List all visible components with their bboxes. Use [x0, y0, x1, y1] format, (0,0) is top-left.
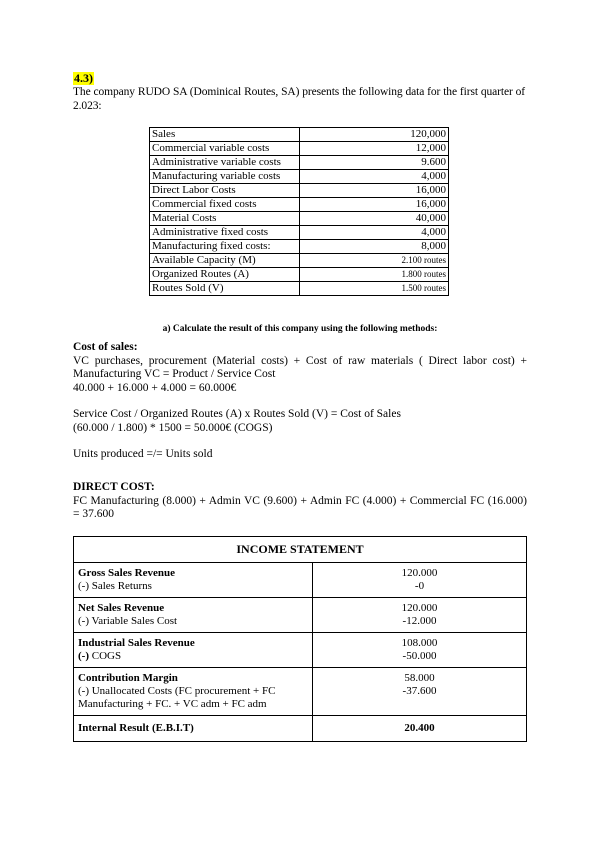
variable-sales-cost-label: (-) Variable Sales Cost: [78, 615, 178, 627]
table-row: [150, 282, 449, 296]
direct-cost-section: [73, 481, 527, 522]
cogs-text: COGS: [91, 650, 122, 662]
table-cell-label: Administrative fixed costs: [150, 226, 300, 240]
cost-of-sales-line3: Service Cost / Organized Routes (A) x Routes Sold (V) = Cost of Sales: [73, 408, 401, 420]
table-row: [74, 633, 527, 668]
table-cell-value: 1.800 routes: [300, 268, 449, 282]
unallocated-costs-value: -37.600: [402, 685, 437, 697]
table-row: [74, 563, 527, 598]
table-cell-value: 4,000: [300, 170, 449, 184]
table-cell-label: Commercial variable costs: [150, 142, 300, 156]
table-row: [150, 184, 449, 198]
table-row: [150, 240, 449, 254]
table-row: [150, 198, 449, 212]
table-cell-value: 12,000: [300, 142, 449, 156]
cogs-value: -50.000: [402, 650, 437, 662]
net-sales-revenue-label: Net Sales Revenue: [78, 602, 165, 614]
table-row: [150, 128, 449, 142]
internal-result-label: Internal Result (E.B.I.T): [78, 722, 194, 734]
variable-sales-cost-value: -12.000: [402, 615, 437, 627]
table-row: [74, 716, 527, 742]
table-row: [74, 668, 527, 716]
direct-cost-title: DIRECT COST:: [73, 481, 155, 493]
table-cell-value: 2.100 routes: [300, 254, 449, 268]
gross-sales-revenue-value: 120.000: [401, 567, 438, 579]
table-cell-value: 16,000: [300, 198, 449, 212]
gross-sales-revenue-label: Gross Sales Revenue: [78, 567, 175, 579]
industrial-sales-revenue-value: 108.000: [401, 637, 438, 649]
table-cell-label: Commercial fixed costs: [150, 198, 300, 212]
table-row: [150, 170, 449, 184]
table-cell-label: Material Costs: [150, 212, 300, 226]
cost-of-sales-section: [73, 341, 527, 462]
cost-of-sales-title: Cost of sales:: [73, 341, 138, 353]
cogs-prefix: (-): [78, 650, 89, 662]
cost-of-sales-line1: VC purchases, procurement (Material costs) + Cost of raw materials ( Direct labor cost) + Manufacturing VC = Product / Service Cost: [73, 354, 527, 380]
table-cell-value: 4,000: [300, 226, 449, 240]
unallocated-costs-label: (-) Unallocated Costs (FC procurement + FC Manufacturing + FC. + VC adm + FC adm: [78, 685, 276, 710]
data-table: [149, 127, 449, 296]
sales-returns-value: -0: [414, 580, 425, 592]
sales-returns-label: (-) Sales Returns: [78, 580, 152, 592]
direct-cost-line1: FC Manufacturing (8.000) + Admin VC (9.600) + Admin FC (4.000) + Commercial FC (16.000) = 37.600: [73, 494, 527, 520]
net-sales-revenue-value: 120.000: [401, 602, 438, 614]
industrial-sales-revenue-label: Industrial Sales Revenue: [78, 637, 195, 649]
table-row: [74, 598, 527, 633]
table-cell-value: 8,000: [300, 240, 449, 254]
table-cell-label: Routes Sold (V): [150, 282, 300, 296]
income-statement-title: INCOME STATEMENT: [74, 537, 527, 563]
table-cell-label: Manufacturing fixed costs:: [150, 240, 300, 254]
table-row: [150, 156, 449, 170]
table-row: [150, 212, 449, 226]
contribution-margin-label: Contribution Margin: [78, 672, 178, 684]
table-cell-value: 1.500 routes: [300, 282, 449, 296]
table-cell-label: Available Capacity (M): [150, 254, 300, 268]
table-row: [150, 226, 449, 240]
methods-title: a) Calculate the result of this company using the following methods:: [162, 324, 438, 334]
table-cell-label: Manufacturing variable costs: [150, 170, 300, 184]
contribution-margin-value: 58.000: [404, 672, 435, 684]
section-heading: 4.3): [74, 71, 93, 85]
internal-result-value: 20.400: [404, 722, 435, 734]
table-cell-label: Sales: [150, 128, 300, 142]
table-cell-value: 16,000: [300, 184, 449, 198]
cost-of-sales-line4: (60.000 / 1.800) * 1500 = 50.000€ (COGS): [73, 421, 273, 434]
table-cell-label: Organized Routes (A): [150, 268, 300, 282]
table-cell-value: 120,000: [300, 128, 449, 142]
table-row: [150, 268, 449, 282]
table-cell-label: Administrative variable costs: [150, 156, 300, 170]
table-cell-label: Direct Labor Costs: [150, 184, 300, 198]
cogs-label: [78, 650, 308, 663]
cost-of-sales-line5: Units produced =/= Units sold: [73, 448, 213, 460]
income-statement-table: [73, 536, 527, 742]
table-cell-value: 40,000: [300, 212, 449, 226]
table-row: [150, 254, 449, 268]
cost-of-sales-line2: 40.000 + 16.000 + 4.000 = 60.000€: [73, 381, 237, 394]
intro-paragraph: The company RUDO SA (Dominical Routes, SA) presents the following data for the first quarter of 2.023:: [73, 86, 525, 112]
table-cell-value: 9.600: [300, 156, 449, 170]
table-row: [150, 142, 449, 156]
